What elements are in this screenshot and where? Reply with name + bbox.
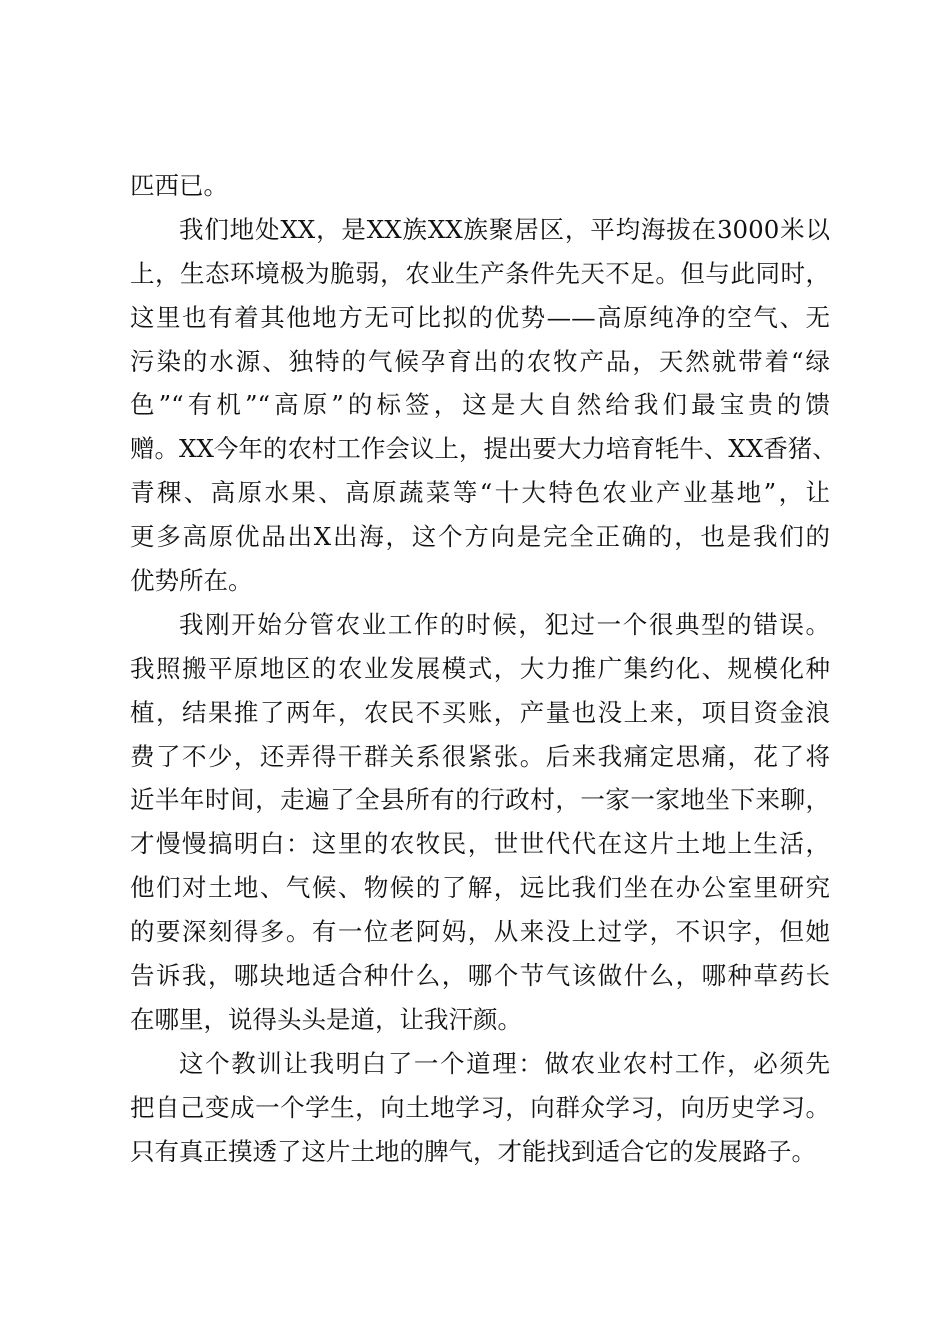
text-line: 我刚开始分管农业工作的时候，犯过一个很典型的错误。 [179, 609, 830, 639]
text-line: 我照搬平原地区的农业发展模式，大力推广集约化、规模化种 [130, 653, 830, 683]
text-line: 植，结果推了两年，农民不买账，产量也没上来，项目资金浪 [130, 697, 830, 727]
text-line: 这里也有着其他地方无可比拟的优势——高原纯净的空气、无 [130, 302, 830, 332]
text-line: 赠。XX今年的农村工作会议上，提出要大力培育牦牛、XX香猪、 [130, 434, 837, 464]
body-text [130, 164, 837, 1173]
text-line: 青稞、高原水果、高原蔬菜等“十大特色农业产业基地”，让 [130, 478, 830, 508]
text-line: 他们对土地、气候、物候的了解，远比我们坐在办公室里研究 [130, 873, 830, 903]
text-line: 更多高原优品出X出海，这个方向是完全正确的，也是我们的 [130, 522, 830, 552]
text-line: 优势所在。 [130, 566, 253, 596]
text-line: 只有真正摸透了这片土地的脾气，才能找到适合它的发展路子。 [130, 1136, 816, 1166]
text-line: 在哪里，说得头头是道，让我汗颜。 [130, 1004, 522, 1034]
text-line: 我们地处XX，是XX族XX族聚居区，平均海拔在3000米以 [179, 214, 830, 244]
text-line: 匹西已。 [130, 171, 228, 200]
text-line: 色”“有机”“高原”的标签，这是大自然给我们最宝贵的馈 [130, 390, 830, 420]
text-line: 近半年时间，走遍了全县所有的行政村，一家一家地坐下来聊， [130, 785, 830, 815]
text-line: 这个教训让我明白了一个道理：做农业农村工作，必须先 [179, 1048, 830, 1078]
text-line: 上，生态环境极为脆弱，农业生产条件先天不足。但与此同时， [130, 258, 830, 288]
text-line: 污染的水源、独特的气候孕育出的农牧产品，天然就带着“绿 [130, 346, 830, 376]
text-line: 才慢慢搞明白：这里的农牧民，世世代代在这片土地上生活， [130, 829, 830, 859]
text-line: 把自己变成一个学生，向土地学习，向群众学习，向历史学习。 [130, 1092, 830, 1122]
text-line: 告诉我，哪块地适合种什么，哪个节气该做什么，哪种草药长 [130, 961, 830, 991]
text-line: 费了不少，还弄得干群关系很紧张。后来我痛定思痛，花了将 [130, 741, 830, 771]
text-line: 的要深刻得多。有一位老阿妈，从来没上过学，不识字，但她 [130, 917, 830, 947]
